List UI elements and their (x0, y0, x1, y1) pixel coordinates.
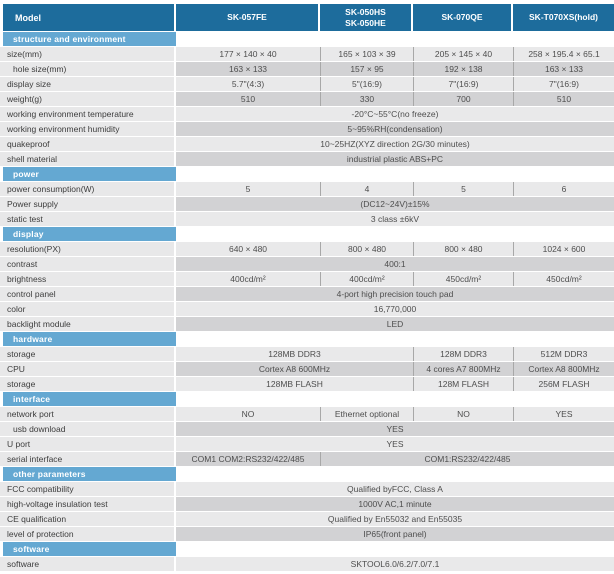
spec-value: YES (513, 407, 614, 421)
row-label: U port (0, 437, 174, 451)
row-label: resolution(PX) (0, 242, 174, 256)
spec-value: 177 × 140 × 40 (176, 47, 320, 61)
row-label: contrast (0, 257, 174, 271)
table-header (0, 4, 614, 31)
spec-value: 7"(16:9) (413, 77, 513, 91)
row-values (176, 107, 614, 121)
spec-value: LED (176, 317, 614, 331)
spec-value: industrial plastic ABS+PC (176, 152, 614, 166)
row-values (176, 557, 614, 571)
table-row (0, 182, 614, 196)
row-values (176, 272, 614, 286)
row-label: software (0, 557, 174, 571)
row-values (176, 302, 614, 316)
spec-value: 4 (320, 182, 413, 196)
row-values (176, 317, 614, 331)
spec-value: YES (176, 422, 614, 436)
row-values (176, 497, 614, 511)
spec-value: 6 (513, 182, 614, 196)
row-label: hole size(mm) (0, 62, 174, 76)
row-label: Power supply (0, 197, 174, 211)
spec-value: 7"(16:9) (513, 77, 614, 91)
spec-value: SKTOOL6.0/6.2/7.0/7.1 (176, 557, 614, 571)
section-header: structure and environment (3, 32, 176, 46)
spec-value: 5 (413, 182, 513, 196)
row-label: color (0, 302, 174, 316)
row-label: storage (0, 377, 174, 391)
spec-value: 128MB FLASH (176, 377, 413, 391)
table-row (0, 152, 614, 166)
table-row (0, 437, 614, 451)
column-header-cell: SK-070QE (413, 4, 511, 31)
spec-value: 512M DDR3 (513, 347, 614, 361)
spec-value: 16,770,000 (176, 302, 614, 316)
spec-value: 3 class ±6kV (176, 212, 614, 226)
row-values (176, 407, 614, 421)
spec-value: Cortex A8 800MHz (513, 362, 614, 376)
table-row (0, 452, 614, 466)
row-label: CPU (0, 362, 174, 376)
spec-value: 192 × 138 (413, 62, 513, 76)
table-row (0, 497, 614, 511)
column-header-cell: SK-050HS SK-050HE (320, 4, 411, 31)
section-header: power (3, 167, 176, 181)
table-row (0, 62, 614, 76)
row-values (176, 242, 614, 256)
row-values (176, 377, 614, 391)
section-header: hardware (3, 332, 176, 346)
row-label: display size (0, 77, 174, 91)
spec-value: 800 × 480 (320, 242, 413, 256)
table-row (0, 527, 614, 541)
row-values (176, 152, 614, 166)
spec-value: COM1 COM2:RS232/422/485 (176, 452, 320, 466)
row-values (176, 212, 614, 226)
row-values (176, 482, 614, 496)
spec-value: 5"(16:9) (320, 77, 413, 91)
spec-value: (DC12~24V)±15% (176, 197, 614, 211)
spec-value: IP65(front panel) (176, 527, 614, 541)
table-row (0, 197, 614, 211)
table-row (0, 257, 614, 271)
spec-value: 450cd/m² (413, 272, 513, 286)
row-values (176, 62, 614, 76)
row-label: brightness (0, 272, 174, 286)
spec-value: Cortex A8 600MHz (176, 362, 413, 376)
spec-value: 5 (176, 182, 320, 196)
spec-value: 700 (413, 92, 513, 106)
table-body (0, 32, 614, 571)
row-values (176, 77, 614, 91)
table-row (0, 362, 614, 376)
table-row (0, 422, 614, 436)
spec-value: 258 × 195.4 × 65.1 (513, 47, 614, 61)
spec-value: 450cd/m² (513, 272, 614, 286)
table-row (0, 347, 614, 361)
table-row (0, 512, 614, 526)
row-label: working environment temperature (0, 107, 174, 121)
row-values (176, 512, 614, 526)
spec-value: 510 (176, 92, 320, 106)
section-header: interface (3, 392, 176, 406)
row-label: power consumption(W) (0, 182, 174, 196)
table-row (0, 107, 614, 121)
spec-value: 10~25HZ(XYZ direction 2G/30 minutes) (176, 137, 614, 151)
spec-value: COM1:RS232/422/485 (320, 452, 614, 466)
table-row (0, 92, 614, 106)
spec-value: 128M FLASH (413, 377, 513, 391)
spec-value: 165 × 103 × 39 (320, 47, 413, 61)
table-row (0, 272, 614, 286)
table-row (0, 557, 614, 571)
row-values (176, 197, 614, 211)
row-values (176, 347, 614, 361)
row-label: serial interface (0, 452, 174, 466)
row-values (176, 362, 614, 376)
spec-value: 205 × 145 × 40 (413, 47, 513, 61)
spec-value: Qualified byFCC, Class A (176, 482, 614, 496)
spec-value: 510 (513, 92, 614, 106)
spec-value: 400:1 (176, 257, 614, 271)
section-header: display (3, 227, 176, 241)
table-row (0, 407, 614, 421)
row-values (176, 437, 614, 451)
spec-value: 640 × 480 (176, 242, 320, 256)
row-label: CE qualification (0, 512, 174, 526)
spec-value: 400cd/m² (176, 272, 320, 286)
table-row (0, 77, 614, 91)
row-values (176, 422, 614, 436)
table-row (0, 377, 614, 391)
spec-value: 5~95%RH(condensation) (176, 122, 614, 136)
spec-value: NO (176, 407, 320, 421)
row-label: high-voltage insulation test (0, 497, 174, 511)
spec-value: 128M DDR3 (413, 347, 513, 361)
spec-value: Qualified by En55032 and En55035 (176, 512, 614, 526)
row-label: weight(g) (0, 92, 174, 106)
row-label: size(mm) (0, 47, 174, 61)
table-row (0, 302, 614, 316)
row-label: quakeproof (0, 137, 174, 151)
spec-value: Ethernet optional (320, 407, 413, 421)
row-values (176, 92, 614, 106)
spec-value: 4-port high precision touch pad (176, 287, 614, 301)
row-label: level of protection (0, 527, 174, 541)
section-header: software (3, 542, 176, 556)
spec-value: YES (176, 437, 614, 451)
spec-value: 256M FLASH (513, 377, 614, 391)
spec-value: 800 × 480 (413, 242, 513, 256)
column-header-cell: SK-057FE (176, 4, 318, 31)
table-row (0, 317, 614, 331)
spec-value: 128MB DDR3 (176, 347, 413, 361)
section-header: other parameters (3, 467, 176, 481)
table-row (0, 482, 614, 496)
table-row (0, 212, 614, 226)
row-label: shell material (0, 152, 174, 166)
row-values (176, 287, 614, 301)
column-header-cell: SK-T070XS(hold) (513, 4, 614, 31)
spec-value: 400cd/m² (320, 272, 413, 286)
row-label: storage (0, 347, 174, 361)
model-column-headers (176, 4, 614, 31)
row-values (176, 137, 614, 151)
spec-value: 330 (320, 92, 413, 106)
spec-value: 1024 × 600 (513, 242, 614, 256)
spec-value: 157 × 95 (320, 62, 413, 76)
row-values (176, 452, 614, 466)
spec-value: 1000V AC,1 minute (176, 497, 614, 511)
table-row (0, 287, 614, 301)
row-label: backlight module (0, 317, 174, 331)
row-values (176, 47, 614, 61)
row-values (176, 527, 614, 541)
spec-value: 163 × 133 (176, 62, 320, 76)
row-values (176, 122, 614, 136)
table-row (0, 47, 614, 61)
row-label: network port (0, 407, 174, 421)
model-header-cell: Model (3, 4, 174, 31)
table-row (0, 122, 614, 136)
row-label: usb download (0, 422, 174, 436)
row-values (176, 182, 614, 196)
row-label: FCC compatibility (0, 482, 174, 496)
spec-value: NO (413, 407, 513, 421)
spec-value: 5.7"(4:3) (176, 77, 320, 91)
row-label: control panel (0, 287, 174, 301)
table-row (0, 242, 614, 256)
table-row (0, 137, 614, 151)
spec-value: 163 × 133 (513, 62, 614, 76)
spec-value: 4 cores A7 800MHz (413, 362, 513, 376)
spec-value: -20°C~55°C(no freeze) (176, 107, 614, 121)
row-label: working environment humidity (0, 122, 174, 136)
row-label: static test (0, 212, 174, 226)
row-values (176, 257, 614, 271)
